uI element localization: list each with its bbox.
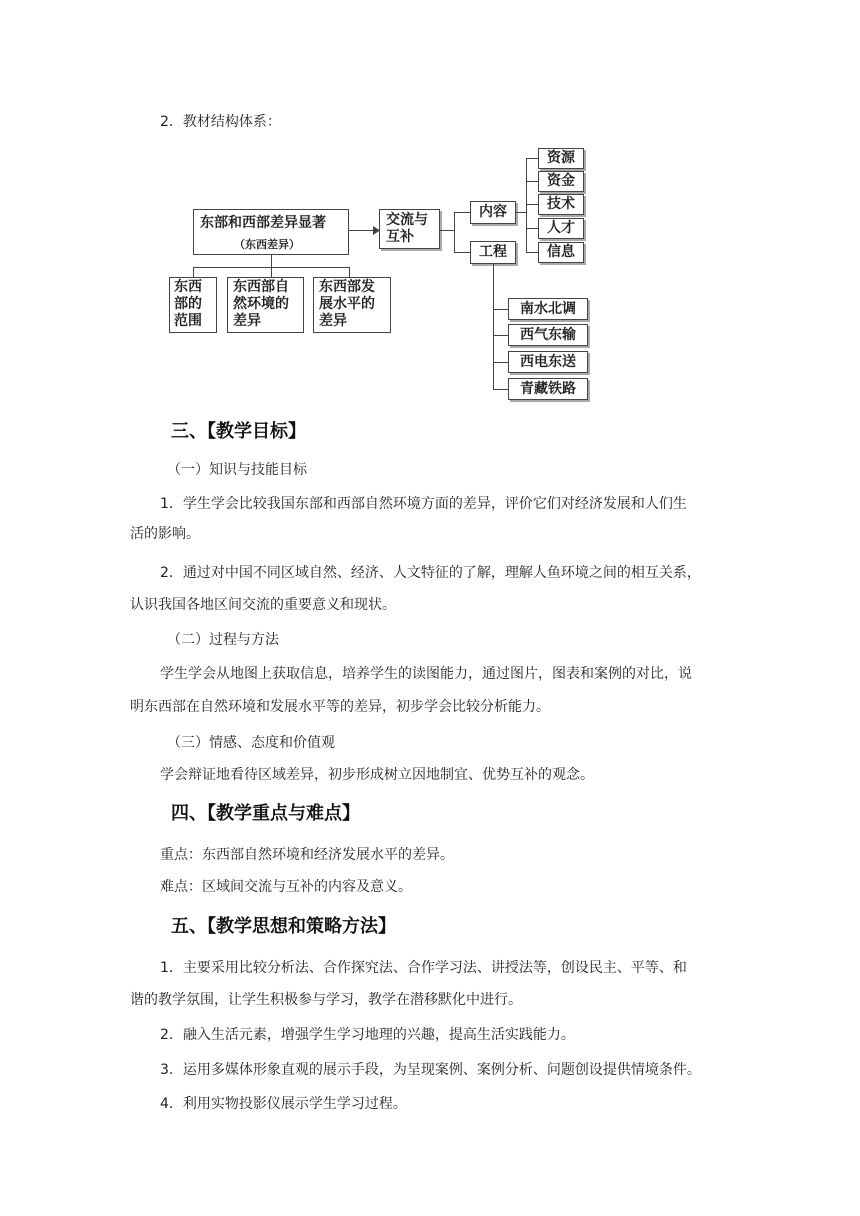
connector xyxy=(493,362,508,363)
key-point: 重点：东西部自然环境和经济发展水平的差异。 xyxy=(160,847,454,863)
project-qinghai-tibet-railway: 青藏铁路 xyxy=(508,378,588,400)
diagram-content-box: 内容 xyxy=(470,201,516,224)
diagram-development-box xyxy=(313,277,391,333)
section3-heading: 三、【教学目标】 xyxy=(171,421,306,442)
content-item-capital: 资金 xyxy=(538,171,584,192)
devel-line: 展水平的 xyxy=(319,296,375,312)
devel-line: 东西部发 xyxy=(319,279,375,295)
section5-paragraph: 3．运用多媒体形象直观的展示手段，为呈现案例、案例分析、问题创设提供情境条件。 xyxy=(160,1062,701,1078)
project-west-east-gas: 西气东输 xyxy=(508,324,588,346)
diagram-main-subtitle: （东西差异） xyxy=(234,238,300,251)
section4-heading: 四、【教学重点与难点】 xyxy=(171,803,360,824)
nature-line: 东西部自 xyxy=(233,279,289,295)
project-west-east-power: 西电东送 xyxy=(508,351,588,373)
diagram-exchange-box xyxy=(379,209,440,249)
range-line: 范围 xyxy=(174,313,202,329)
connector xyxy=(271,255,272,267)
connector xyxy=(493,309,508,310)
content-item-resource: 资源 xyxy=(538,148,584,169)
structure-heading: 2．教材结构体系： xyxy=(160,114,281,130)
connector xyxy=(526,204,538,205)
content-item-technology: 技术 xyxy=(538,194,584,215)
connector xyxy=(440,230,454,231)
section3-sub2: （二）过程与方法 xyxy=(167,632,279,648)
connector xyxy=(454,252,470,253)
content-item-information: 信息 xyxy=(538,242,584,263)
section3-paragraph: 1．学生学会比较我国东部和西部自然环境方面的差异，评价它们对经济发展和人们生 xyxy=(160,496,687,512)
section3-sub1: （一）知识与技能目标 xyxy=(167,462,307,478)
section3-sub3: （三）情感、态度和价值观 xyxy=(167,735,335,751)
connector xyxy=(493,389,508,390)
project-south-north-water: 南水北调 xyxy=(508,298,588,320)
section5-paragraph: 4．利用实物投影仪展示学生学习过程。 xyxy=(160,1096,407,1112)
connector xyxy=(493,264,494,390)
exchange-line1: 交流与 xyxy=(386,212,428,228)
connector xyxy=(526,181,538,182)
diagram-main-title: 东部和西部差异显著 xyxy=(200,215,326,231)
section3-paragraph: 学生学会从地图上获取信息，培养学生的读图能力，通过图片，图表和案例的对比，说 xyxy=(160,666,692,682)
connector xyxy=(526,158,527,252)
range-line: 东西 xyxy=(174,279,202,295)
devel-line: 差异 xyxy=(319,313,347,329)
section3-paragraph: 2．通过对中国不同区域自然、经济、人文特征的了解，理解人鱼环境之间的相互关系， xyxy=(160,565,701,581)
section3-paragraph: 认识我国各地区间交流的重要意义和现状。 xyxy=(130,597,396,613)
content-item-talent: 人才 xyxy=(538,218,584,239)
nature-line: 差异 xyxy=(233,313,261,329)
section5-paragraph: 2．融入生活元素，增强学生学习地理的兴趣，提高生活实践能力。 xyxy=(160,1027,575,1043)
connector xyxy=(526,158,538,159)
connector xyxy=(271,267,272,277)
structure-diagram xyxy=(0,0,860,410)
diagram-range-box xyxy=(169,277,217,333)
connector xyxy=(526,252,538,253)
arrow-line xyxy=(349,230,376,231)
connector xyxy=(526,228,538,229)
connector xyxy=(349,267,350,277)
section5-paragraph: 1．主要采用比较分析法、合作探究法、合作学习法、讲授法等，创设民主、平等、和 xyxy=(160,960,687,976)
section3-paragraph: 明东西部在自然环境和发展水平等的差异，初步学会比较分析能力。 xyxy=(130,699,550,715)
section5-paragraph: 谐的教学氛围，让学生积极参与学习，教学在潜移默化中进行。 xyxy=(130,992,522,1008)
exchange-line2: 互补 xyxy=(386,229,414,245)
nature-line: 然环境的 xyxy=(233,296,289,312)
range-line: 部的 xyxy=(174,296,202,312)
section5-heading: 五、【教学思想和策略方法】 xyxy=(171,916,396,937)
section3-paragraph: 学会辩证地看待区域差异，初步形成树立因地制宜、优势互补的观念。 xyxy=(160,767,594,783)
diagram-engineering-box: 工程 xyxy=(470,241,516,264)
connector xyxy=(454,212,470,213)
difficult-point: 难点：区域间交流与互补的内容及意义。 xyxy=(160,879,412,895)
connector xyxy=(454,212,455,252)
section3-paragraph: 活的影响。 xyxy=(130,526,200,542)
connector xyxy=(193,267,194,277)
diagram-main-box xyxy=(193,209,349,255)
connector xyxy=(516,212,526,213)
diagram-nature-box xyxy=(227,277,304,333)
connector xyxy=(493,335,508,336)
